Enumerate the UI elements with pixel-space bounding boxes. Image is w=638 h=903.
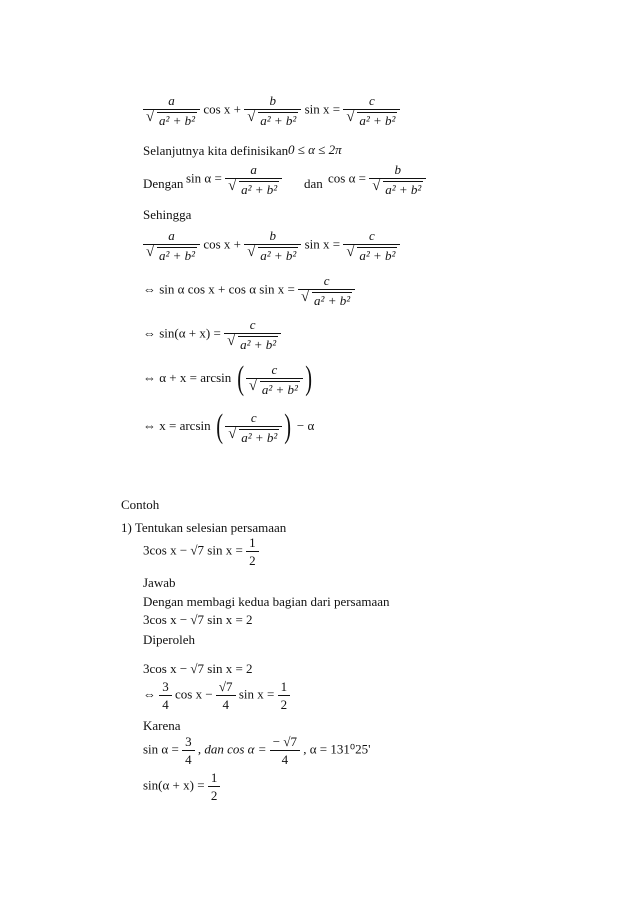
example-equation: 3cos x − √7 sin x = $\frac{1}{2}$ [143,536,259,567]
diperoleh-text: Diperoleh [143,632,195,647]
define-text: Selanjutnya kita definisikan [143,143,289,158]
jawab-text: Jawab [143,575,176,590]
definition-cos-alpha: cos α = b √ a² + b² [328,163,426,196]
dan-text: dan [304,176,323,191]
equation-step-3: ⇔ sin(α + x) = c √ a² + b² [143,318,281,351]
dengan-text: Dengan [143,176,184,191]
define-condition: 0 ≤ α ≤ 2π [288,142,342,157]
dengan-membagi-text: Dengan membagi kedua bagian dari persamaan [143,594,390,609]
karena-text: Karena [143,718,181,733]
fraction-b: b √ a² + b² [244,94,301,127]
definition-sin-alpha: sin α = a √ a² + b² [186,163,282,196]
equation-diperoleh: 3cos x − √7 sin x = 2 [143,661,253,676]
fraction-a: a √ a² + b² [143,94,200,127]
contoh-heading: Contoh [121,497,160,512]
equation-main: a √ a² + b² cos x + b √ a² + b² sin x = c √ a² + b² [143,94,400,127]
example-1-text: 1) Tentukan selesian persamaan [121,520,287,535]
fraction-c: c √ a² + b² [343,94,400,127]
equation-doubled: 3cos x − √7 sin x = 2 [143,612,253,627]
equation-final: sin(α + x) = $\frac{1}{2}$ [143,771,220,802]
equation-step-2: ⇔ sin α cos x + cos α sin x = c √ a² + b² [143,274,355,307]
equation-karena: sin α = $\frac{3}{4}$ , dan cos α = $\frac{- √7}{4}$ , α = 131⁰25' [143,734,371,767]
equation-step-5: ⇔ x = arcsin ( c √ a² + b² ) − α [143,408,315,445]
equation-repeat: a √ a² + b² cos x + b √ a² + b² sin x = c √ a² + b² [143,229,400,262]
sehingga-text: Sehingga [143,207,192,222]
equation-step-4: ⇔ α + x = arcsin ( c √ a² + b² ) [143,360,312,397]
equation-divided: ⇔ $\frac{3}{4}$ cos x − $\frac{√7}{4}$ sin x = $\frac{1}{2}$ [143,680,290,711]
